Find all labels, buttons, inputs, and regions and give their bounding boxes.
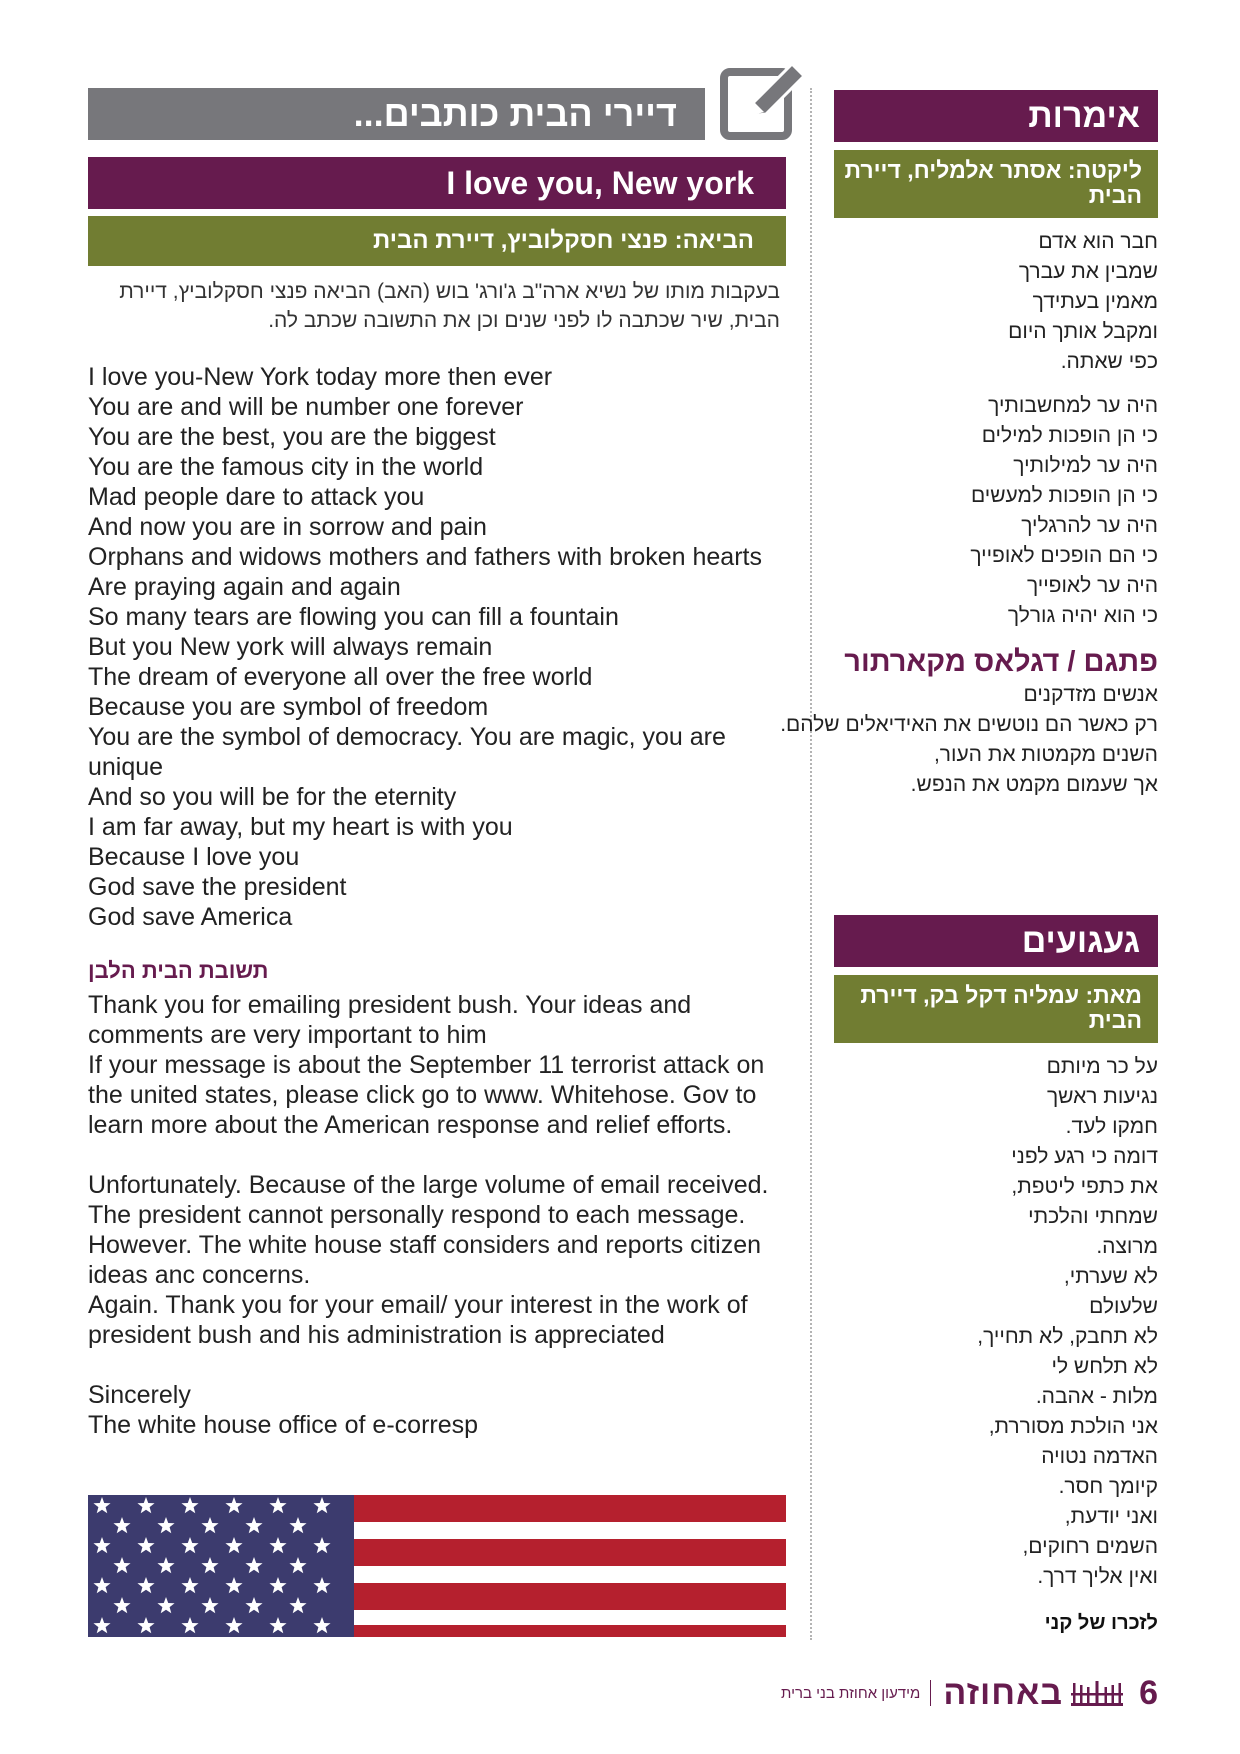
longing-line: אני הולכת מסוררת, bbox=[988, 1415, 1158, 1438]
poem-line: The dream of everyone all over the free world bbox=[88, 663, 593, 691]
poem-line: But you New york will always remain bbox=[88, 633, 493, 661]
poem-line: Orphans and widows mothers and fathers with broken hearts bbox=[88, 543, 762, 571]
saying-heading: פתגם / דגלאס מקארתור bbox=[844, 646, 1158, 678]
menorah-icon bbox=[1069, 1679, 1125, 1707]
saying-line: כפי שאתה. bbox=[1060, 350, 1158, 373]
longing-line: נגיעות ראשך bbox=[1046, 1085, 1158, 1108]
reply-signoff: Sincerely bbox=[88, 1381, 191, 1409]
longing-line: על כר מיותם bbox=[1046, 1055, 1158, 1078]
edit-note-icon bbox=[720, 58, 810, 142]
saying-line: כי הן הופכות למעשים bbox=[970, 484, 1158, 507]
saying-line: אך שעמום מקמט את הנפש. bbox=[910, 773, 1158, 796]
poem-line: God save the president bbox=[88, 873, 347, 901]
longing-line: לא תלחש לי bbox=[1051, 1355, 1158, 1378]
longing-title: געגועים bbox=[834, 915, 1158, 967]
saying-line: חבר הוא אדם bbox=[1038, 230, 1158, 253]
white-house-reply bbox=[88, 990, 788, 1440]
longing-line: השמים רחוקים, bbox=[1022, 1535, 1158, 1558]
reply-paragraph: However. The white house staff considers and reports citizen ideas anc concerns. bbox=[88, 1231, 762, 1289]
column-divider bbox=[810, 88, 812, 1640]
saying-line: היה ער למחשבותיך bbox=[988, 394, 1158, 417]
reply-paragraph: Again. Thank you for your email/ your interest in the work of president bush and his administration is appreciated bbox=[88, 1291, 748, 1349]
reply-paragraph: If your message is about the September 11 terrorist attack on the united states, please click go to www. Whitehose. Gov to learn more about the American response and relief efforts. bbox=[88, 1051, 765, 1139]
reply-paragraph: Unfortunately. Because of the large volume of email received. bbox=[88, 1171, 769, 1199]
saying-line: שמבין את עברך bbox=[1018, 260, 1158, 283]
footer-separator bbox=[930, 1680, 931, 1706]
saying-line: כי הן הופכות למילים bbox=[981, 424, 1158, 447]
newsletter-subtitle: מידעון אחוזת בני ברית bbox=[781, 1684, 921, 1702]
poem-line: I am far away, but my heart is with you bbox=[88, 813, 513, 841]
poem-line: You are the best, you are the biggest bbox=[88, 423, 496, 451]
longing-line: ואין אליך דרך. bbox=[1037, 1565, 1158, 1588]
saying-line: רק כאשר הם נוטשים את האידיאלים שלהם. bbox=[780, 713, 1158, 736]
article-byline: הביאה: פנצי חסקלוביץ, דיירת הבית bbox=[88, 216, 786, 266]
longing-poem bbox=[834, 1052, 1158, 1592]
longing-line: שמחתי והלכתי bbox=[1028, 1205, 1158, 1228]
saying-line: מאמין בעתידך bbox=[1032, 290, 1158, 313]
longing-line: ואני יודעת, bbox=[1064, 1505, 1158, 1528]
memory-dedication: לזכרו של קני bbox=[1044, 1612, 1158, 1634]
poem-line: And so you will be for the eternity bbox=[88, 783, 457, 811]
brand-name: באחוזה bbox=[943, 1673, 1064, 1712]
sayings-text bbox=[834, 227, 1158, 631]
saying-line: היה ער למילותיך bbox=[1013, 454, 1158, 477]
article-title: I love you, New york bbox=[88, 157, 786, 209]
reply-signature: The white house office of e-corresp bbox=[88, 1411, 479, 1439]
poem-line: You are the famous city in the world bbox=[88, 453, 484, 481]
poem-line: Mad people dare to attack you bbox=[88, 483, 425, 511]
saying-text bbox=[780, 680, 1158, 800]
poem-line: You are and will be number one forever bbox=[88, 393, 524, 421]
section-header: דיירי הבית כותבים... bbox=[88, 88, 705, 140]
saying-line: כי הם הופכים לאופייך bbox=[970, 544, 1158, 567]
poem-line: So many tears are flowing you can fill a fountain bbox=[88, 603, 619, 631]
saying-line: אנשים מזדקנים bbox=[1023, 683, 1158, 706]
saying-line: היה ער לאופייך bbox=[1026, 574, 1158, 597]
poem-line: And now you are in sorrow and pain bbox=[88, 513, 487, 541]
poem-line: Because I love you bbox=[88, 843, 300, 871]
article-intro: בעקבות מותו של נשיא ארה"ב ג'ורג' בוש (האב) הביאה פנצי חסקלוביץ, דיירת הבית, שיר שכתבה לו לפני שנים וכן את התשובה שכתב לה. bbox=[119, 280, 780, 332]
sayings-title: אימרות bbox=[834, 90, 1158, 142]
longing-line: קיומך חסר. bbox=[1058, 1475, 1158, 1498]
poem-line: You are the symbol of democracy. You are magic, you are unique bbox=[88, 723, 726, 781]
poem-line: Are praying again and again bbox=[88, 573, 401, 601]
sayings-collector: ליקטה: אסתר אלמליח, דיירת הבית bbox=[834, 150, 1158, 218]
longing-line: מרוצה. bbox=[1096, 1235, 1158, 1258]
longing-line: דומה כי רגע לפני bbox=[1011, 1145, 1158, 1168]
saying-line: כי הוא יהיה גורלך bbox=[1007, 604, 1158, 627]
poem bbox=[88, 362, 788, 932]
poem-line: Because you are symbol of freedom bbox=[88, 693, 489, 721]
longing-author: מאת: עמליה דקל בק, דיירת הבית bbox=[834, 975, 1158, 1043]
reply-paragraph: Thank you for emailing president bush. Your ideas and comments are very important to him bbox=[88, 991, 692, 1049]
poem-line: God save America bbox=[88, 903, 293, 931]
longing-line: חמקו לעד. bbox=[1065, 1115, 1158, 1138]
saying-line: היה ער להרגליך bbox=[1021, 514, 1158, 537]
longing-line: את כתפי ליטפת, bbox=[1011, 1175, 1158, 1198]
page-number: 6 bbox=[1139, 1673, 1158, 1712]
longing-line: שלעולם bbox=[1089, 1295, 1158, 1318]
poem-line: I love you-New York today more then ever bbox=[88, 363, 553, 391]
longing-line: האדמה נטויה bbox=[1041, 1445, 1158, 1468]
saying-line: השנים מקמטות את העור, bbox=[933, 743, 1158, 766]
longing-line: מלות - אהבה. bbox=[1035, 1385, 1158, 1408]
page-footer bbox=[780, 1670, 1158, 1716]
reply-heading: תשובת הבית הלבן bbox=[88, 958, 269, 983]
longing-line: לא תחבק, לא תחייך, bbox=[977, 1325, 1158, 1348]
longing-line: לא שערתי, bbox=[1063, 1265, 1158, 1288]
reply-paragraph: The president cannot personally respond to each message. bbox=[88, 1201, 746, 1229]
saying-line: ומקבל אותך היום bbox=[1008, 320, 1158, 343]
us-flag bbox=[88, 1495, 786, 1637]
